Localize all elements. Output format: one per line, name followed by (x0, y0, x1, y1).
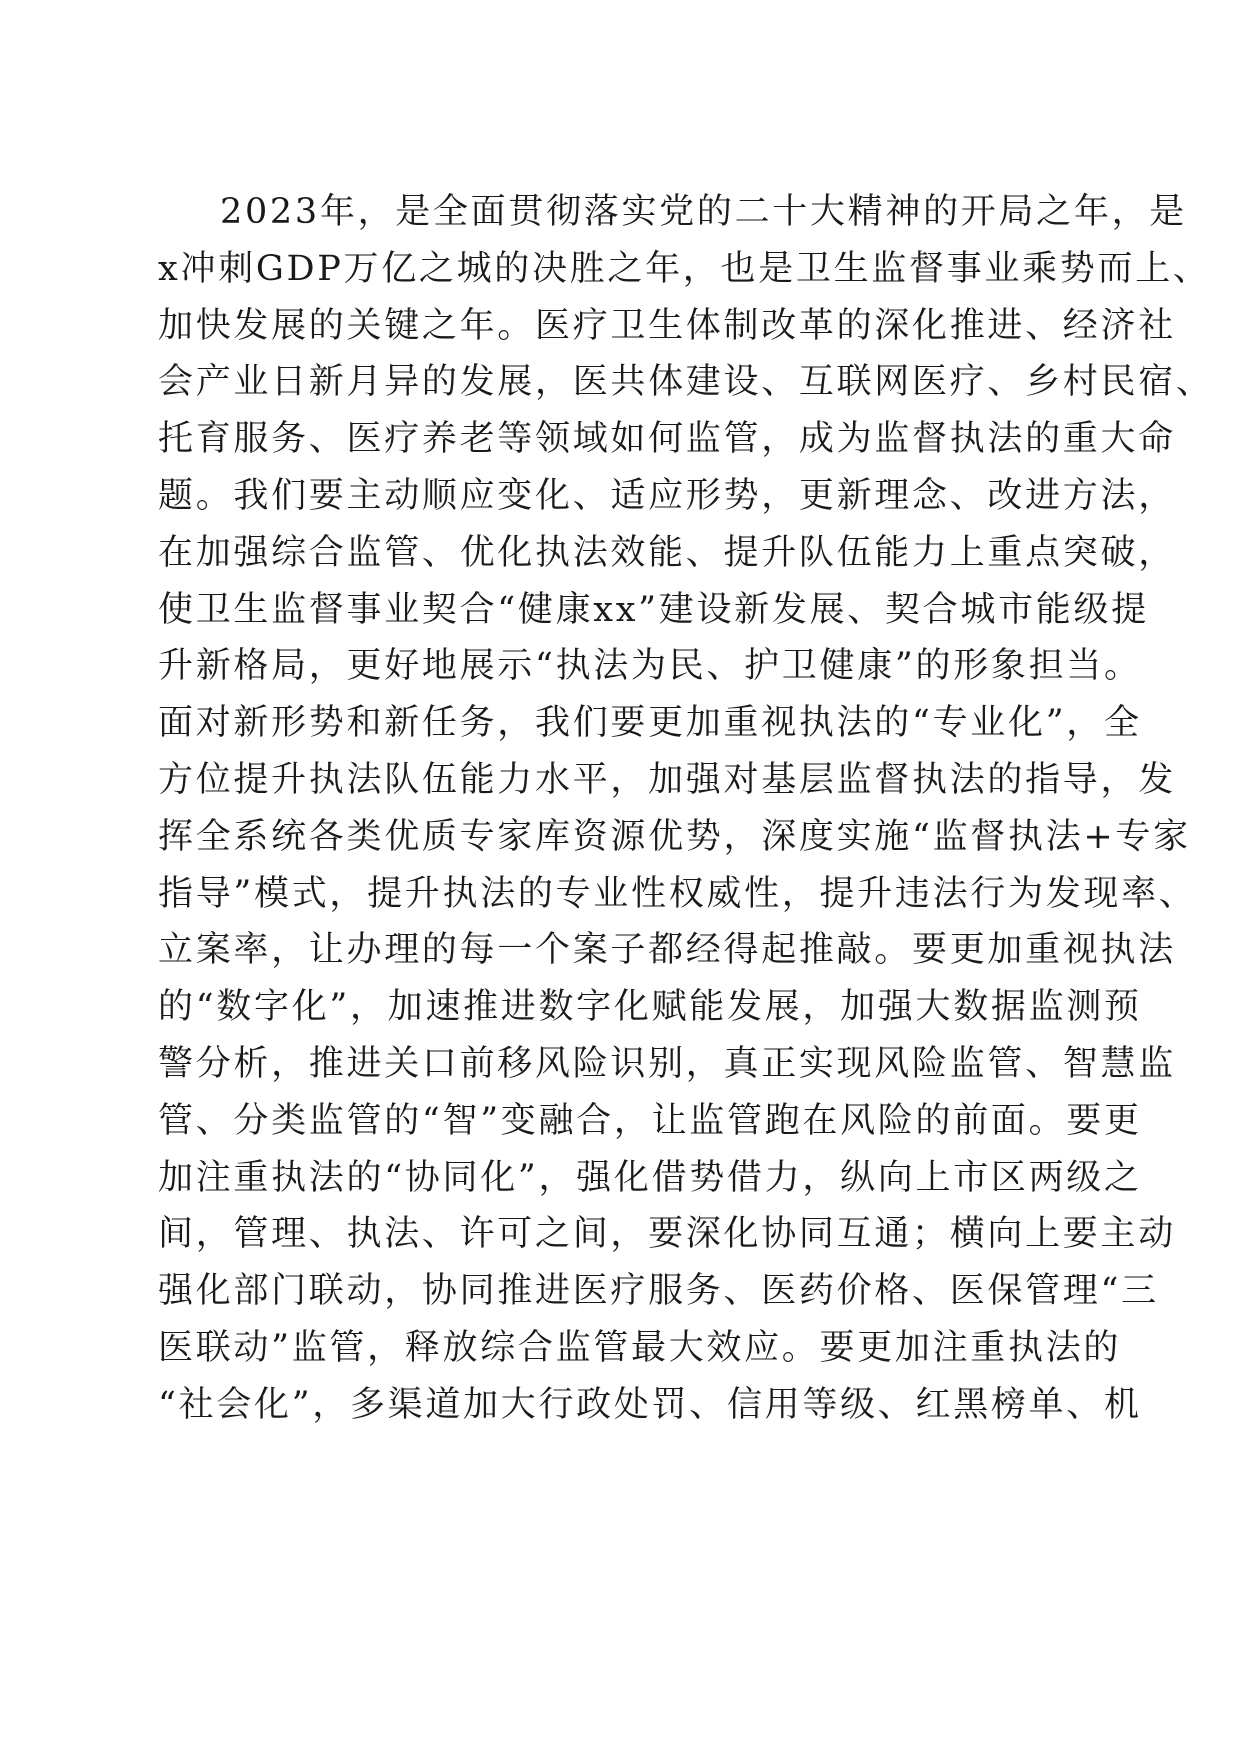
text-line: 的“数字化”，加速推进数字化赋能发展，加强大数据监测预 (158, 987, 1142, 1028)
text-line: 面对新形势和新任务，我们要更加重视执法的“专业化”，全 (158, 703, 1142, 744)
text-line: 医联动”监管，释放综合监管最大效应。要更加注重执法的 (158, 1327, 1122, 1368)
text-line: 加注重执法的“协同化”，强化借势借力，纵向上市区两级之 (158, 1157, 1142, 1198)
text-line: x冲刺GDP万亿之城的决胜之年，也是卫生监督事业乘势而上、 (158, 248, 1211, 289)
text-line: 加快发展的关键之年。医疗卫生体制改革的深化推进、经济社 (158, 305, 1176, 346)
body-paragraph (158, 184, 1214, 1434)
text-line: 方位提升执法队伍能力水平，加强对基层监督执法的指导，发 (158, 759, 1176, 800)
text-line: 管、分类监管的“智”变融合，让监管跑在风险的前面。要更 (158, 1100, 1142, 1141)
text-line: 升新格局，更好地展示“执法为民、护卫健康”的形象担当。 (158, 646, 1142, 687)
text-line: 托育服务、医疗养老等领域如何监管，成为监督执法的重大命 (158, 419, 1176, 460)
text-line: 指导”模式，提升执法的专业性权威性，提升违法行为发现率、 (158, 873, 1197, 914)
text-line: 间，管理、执法、许可之间，要深化协同互通；横向上要主动 (158, 1214, 1176, 1255)
text-line: 2023年，是全面贯彻落实党的二十大精神的开局之年，是 (220, 192, 1187, 232)
text-line: 警分析，推进关口前移风险识别，真正实现风险监管、智慧监 (158, 1043, 1176, 1084)
text-line: 挥全系统各类优质专家库资源优势，深度实施“监督执法+专家 (158, 816, 1191, 857)
text-line: 立案率，让办理的每一个案子都经得起推敲。要更加重视执法 (158, 930, 1176, 971)
text-line: 会产业日新月异的发展，医共体建设、互联网医疗、乡村民宿、 (158, 362, 1214, 403)
text-line: “社会化”，多渠道加大行政处罚、信用等级、红黑榜单、机 (158, 1384, 1142, 1425)
text-line: 题。我们要主动顺应变化、适应形势，更新理念、改进方法， (158, 475, 1176, 516)
text-line: 在加强综合监管、优化执法效能、提升队伍能力上重点突破， (158, 532, 1176, 573)
text-line: 使卫生监督事业契合“健康xx”建设新发展、契合城市能级提 (158, 589, 1149, 630)
text-line: 强化部门联动，协同推进医疗服务、医药价格、医保管理“三 (158, 1271, 1159, 1312)
